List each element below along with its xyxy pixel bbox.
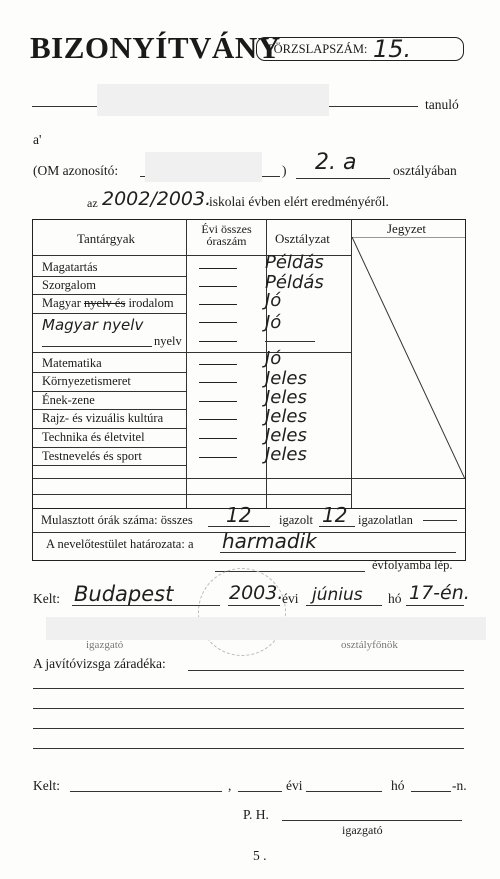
year-suffix: iskolai évben elért eredményéről. <box>209 194 389 209</box>
col-hours: Évi összes óraszám <box>201 222 252 248</box>
redacted-om <box>145 152 262 182</box>
grade-row-7: Jeles <box>265 406 307 427</box>
class-line <box>296 178 390 179</box>
absence-label: Mulasztott órák száma: összes <box>41 513 193 527</box>
kelt-day: 17-én. <box>409 582 470 604</box>
school-year: 2002/2003. <box>102 188 212 210</box>
grade-row-8: Jeles <box>265 425 307 446</box>
grade-row-6: Jeles <box>265 387 307 408</box>
class-value: 2. a <box>315 150 357 175</box>
grade-row-0: Példás <box>265 252 324 273</box>
grades-table <box>32 219 466 509</box>
subject-row-6: Ének-zene <box>42 393 95 407</box>
resit-label: A javítóvizsga záradéka: <box>33 656 166 671</box>
decision-label: A nevelőtestület határozata: a <box>46 537 194 551</box>
resit-evi: évi <box>286 778 303 793</box>
col-note: Jegyzet <box>387 221 426 236</box>
year-prefix: az <box>87 196 98 210</box>
grade-row-2: Jó <box>265 290 282 311</box>
col-subjects: Tantárgyak <box>77 231 136 246</box>
a-label: a' <box>33 132 42 147</box>
subject-row-8: Technika és életvitel <box>42 430 145 444</box>
decision-suffix: évfolyamba lép. <box>372 558 453 572</box>
absence-excused: 12 <box>322 503 348 527</box>
note-diagonal <box>352 237 465 479</box>
resit-kelt-label: Kelt: <box>33 778 60 793</box>
resit-comma: , <box>228 778 232 793</box>
signature-right-label: osztályfőnök <box>341 639 398 651</box>
document-title: BIZONYÍTVÁNY <box>30 30 281 65</box>
grade-row-1: Példás <box>265 272 324 293</box>
decision-value: harmadik <box>222 529 317 553</box>
register-label: TÖRZSLAPSZÁM: <box>266 42 368 56</box>
subject-row-4: Matematika <box>42 356 102 370</box>
resit-igazgato: igazgató <box>342 823 383 837</box>
excused-label: igazolt <box>279 513 314 527</box>
grade-row-4: Jó <box>265 348 282 369</box>
student-suffix: tanuló <box>425 97 459 112</box>
kelt-month-label: hó <box>388 591 402 606</box>
redacted-name <box>97 84 329 116</box>
om-label: (OM azonosító: <box>33 163 119 178</box>
kelt-month: június <box>312 585 363 605</box>
unexcused-label: igazolatlan <box>358 513 413 527</box>
register-number-box <box>256 37 464 61</box>
subject-row-9: Testnevelés és sport <box>42 449 142 463</box>
subject-row-1: Szorgalom <box>42 278 96 292</box>
register-number: 15. <box>373 35 412 63</box>
class-suffix: osztályában <box>393 163 457 178</box>
kelt-year: 2003. <box>229 582 284 604</box>
kelt-label: Kelt: <box>33 591 60 606</box>
signature-left-label: igazgató <box>86 639 124 651</box>
grade-row-3: Jó <box>265 312 282 333</box>
om-close: ) <box>282 163 287 178</box>
col-grade: Osztályzat <box>275 231 330 246</box>
grade-row-9: Jeles <box>265 444 307 465</box>
subject-row-7: Rajz- és vizuális kultúra <box>42 411 164 425</box>
grade-row-5: Jeles <box>265 368 307 389</box>
kelt-year-label: évi <box>282 591 299 606</box>
subject-row-0: Magatartás <box>42 260 98 274</box>
resit-ph: P. H. <box>243 807 269 822</box>
resit-n: -n. <box>452 778 467 793</box>
absence-total: 12 <box>226 503 252 527</box>
subject-row-3: Magyar nyelv <box>42 316 144 334</box>
page-number: 5 . <box>253 848 267 863</box>
subject-row-2: Magyar nyelv és irodalom <box>42 296 174 310</box>
resit-ho: hó <box>391 778 405 793</box>
subject-row-5: Környezetismeret <box>42 374 131 388</box>
subject-row-3-suffix: nyelv <box>154 334 182 348</box>
redacted-signatures <box>46 617 486 640</box>
kelt-place: Budapest <box>74 582 174 606</box>
